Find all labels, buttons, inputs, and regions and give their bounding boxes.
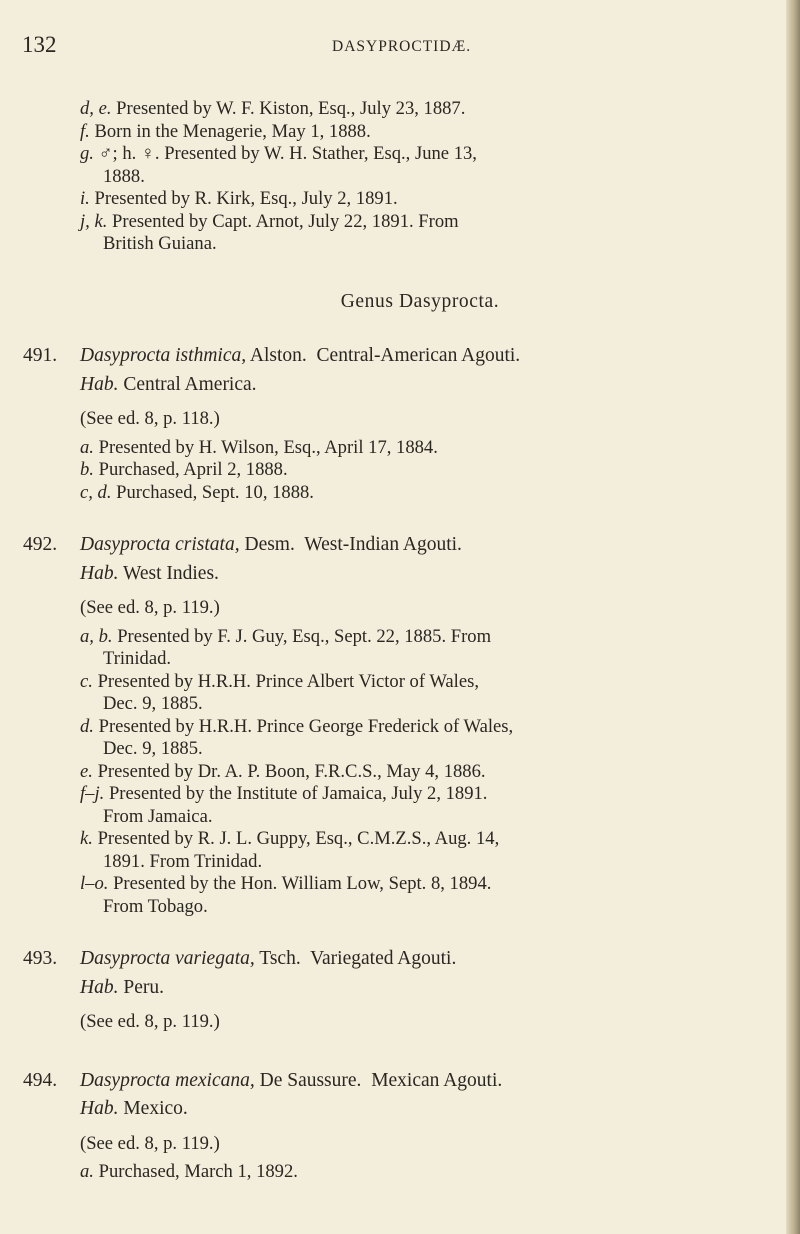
habitat-label: Hab. [80, 976, 119, 998]
list-item [0, 1161, 780, 1184]
entry-text: Presented by the Hon. William Low, Sept. 8, 1894. [113, 873, 492, 894]
species-title [0, 1070, 780, 1093]
spacer [0, 1040, 780, 1070]
see-reference: (See ed. 8, p. 119.) [80, 1132, 220, 1154]
species-name: Dasyprocta variegata, [80, 948, 255, 969]
intro-entries [0, 98, 780, 256]
entry-continuation: From Jamaica. [103, 805, 213, 827]
species-authority: Alston. [249, 345, 307, 366]
list-item [0, 211, 780, 256]
species-494 [0, 1070, 780, 1184]
species-title [0, 345, 780, 368]
entry-text: Born in the Menagerie, May 1, 1888. [94, 120, 371, 142]
entry-letter: l–o. [80, 873, 109, 894]
habitat-value: Mexico. [123, 1098, 188, 1119]
entry-letter: f. [80, 120, 90, 142]
species-authority: Desm. [244, 534, 295, 555]
species-name: Dasyprocta isthmica, [80, 345, 247, 366]
entry-letter: a. [80, 1161, 94, 1182]
species-title [0, 948, 780, 971]
habitat-label: Hab. [80, 562, 119, 584]
entry-text: Presented by Dr. A. P. Boon, F.R.C.S., May 4, 1886. [97, 760, 486, 782]
page-header [0, 32, 780, 72]
list-item [0, 188, 780, 211]
habitat-value: Central America. [123, 373, 257, 395]
see-reference: (See ed. 8, p. 119.) [80, 597, 220, 618]
habitat [0, 563, 780, 586]
habitat-value: Peru. [123, 976, 164, 998]
entry-letter: f–j. [80, 783, 105, 804]
species-authority: Tsch. [259, 948, 301, 969]
list-item [0, 716, 780, 761]
entry-letter: c, d. [80, 481, 112, 503]
list-item [0, 626, 780, 671]
entry-text: Presented by R. Kirk, Esq., July 2, 1891. [94, 188, 398, 209]
entry-letter: g. [80, 143, 94, 164]
see-reference: (See ed. 8, p. 118.) [80, 408, 220, 429]
species-name: Dasyprocta cristata, [80, 534, 240, 555]
entry-letter: e. [80, 760, 93, 782]
page-body [0, 98, 780, 1184]
see-reference: (See ed. 8, p. 119.) [80, 1011, 220, 1032]
entry-text: Presented by H.R.H. Prince Albert Victor of Wales, [97, 670, 479, 692]
species-name: Dasyprocta mexicana, [80, 1069, 255, 1091]
entry-text: Presented by R. J. L. Guppy, Esq., C.M.Z.S., Aug. 14, [97, 828, 500, 849]
entry-text: Purchased, March 1, 1892. [98, 1161, 298, 1182]
species-493 [0, 948, 780, 1034]
species-common-name: Mexican Agouti. [371, 1069, 503, 1091]
list-item [0, 828, 780, 873]
spacer [0, 918, 780, 948]
entry-letter: b. [80, 459, 94, 480]
entry-continuation: British Guiana. [103, 233, 217, 254]
list-item [0, 143, 780, 188]
habitat [0, 1098, 780, 1121]
entry-letter: d, e. [80, 98, 112, 119]
species-number: 492. [23, 534, 58, 555]
species-title [0, 534, 780, 557]
entry-continuation: 1891. From Trinidad. [103, 850, 263, 872]
entry-text: Presented by H.R.H. Prince George Frederick of Wales, [98, 715, 514, 737]
entry-letter: c. [80, 670, 93, 692]
list-item [0, 121, 780, 144]
entry-letter: i. [80, 188, 90, 209]
entry-text: ♂; h. ♀. Presented by W. H. Stather, Esq., June 13, [98, 143, 477, 164]
entry-letter: j, k. [80, 210, 108, 232]
species-common-name: West-Indian Agouti. [304, 534, 462, 555]
habitat [0, 374, 780, 397]
list-item [0, 671, 780, 716]
entry-letter: a, b. [80, 625, 113, 647]
entry-continuation: Dec. 9, 1885. [103, 693, 203, 714]
entry-continuation: Dec. 9, 1885. [103, 738, 203, 759]
list-item [0, 783, 780, 828]
entry-text: Purchased, Sept. 10, 1888. [116, 481, 314, 503]
entry-continuation: From Tobago. [103, 895, 208, 917]
entry-letter: a. [80, 436, 94, 458]
species-491 [0, 345, 780, 504]
spacer [0, 504, 780, 534]
habitat-label: Hab. [80, 373, 119, 395]
list-item [0, 437, 780, 460]
list-item [0, 761, 780, 784]
habitat-label: Hab. [80, 1098, 119, 1119]
species-number: 494. [23, 1069, 58, 1091]
entry-text: Presented by F. J. Guy, Esq., Sept. 22, 1885. From [117, 625, 492, 647]
entry-letter: k. [80, 828, 93, 849]
entry-continuation: Trinidad. [103, 648, 172, 669]
list-item [0, 98, 780, 121]
species-492 [0, 534, 780, 918]
book-spine-edge [786, 0, 800, 1234]
entry-text: Presented by H. Wilson, Esq., April 17, 1884. [98, 436, 438, 458]
species-common-name: Variegated Agouti. [310, 948, 457, 969]
entry-continuation: 1888. [103, 165, 145, 187]
entry-text: Purchased, April 2, 1888. [98, 459, 288, 480]
species-common-name: Central-American Agouti. [316, 345, 521, 366]
genus-heading: Genus Dasyprocta. [340, 290, 500, 312]
entry-text: Presented by Capt. Arnot, July 22, 1891. From [112, 210, 459, 232]
habitat [0, 977, 780, 1000]
page-number: 132 [22, 32, 57, 57]
list-item [0, 459, 780, 482]
species-number: 493. [23, 948, 58, 969]
list-item [0, 482, 780, 505]
species-number: 491. [23, 345, 58, 366]
entry-text: Presented by W. F. Kiston, Esq., July 23, 1887. [116, 98, 466, 119]
entry-text: Presented by the Institute of Jamaica, July 2, 1891. [108, 783, 488, 804]
species-authority: De Saussure. [259, 1069, 362, 1091]
running-head: DASYPROCTIDÆ. [332, 38, 472, 55]
habitat-value: West Indies. [123, 562, 219, 584]
list-item [0, 873, 780, 918]
entry-letter: d. [80, 715, 94, 737]
